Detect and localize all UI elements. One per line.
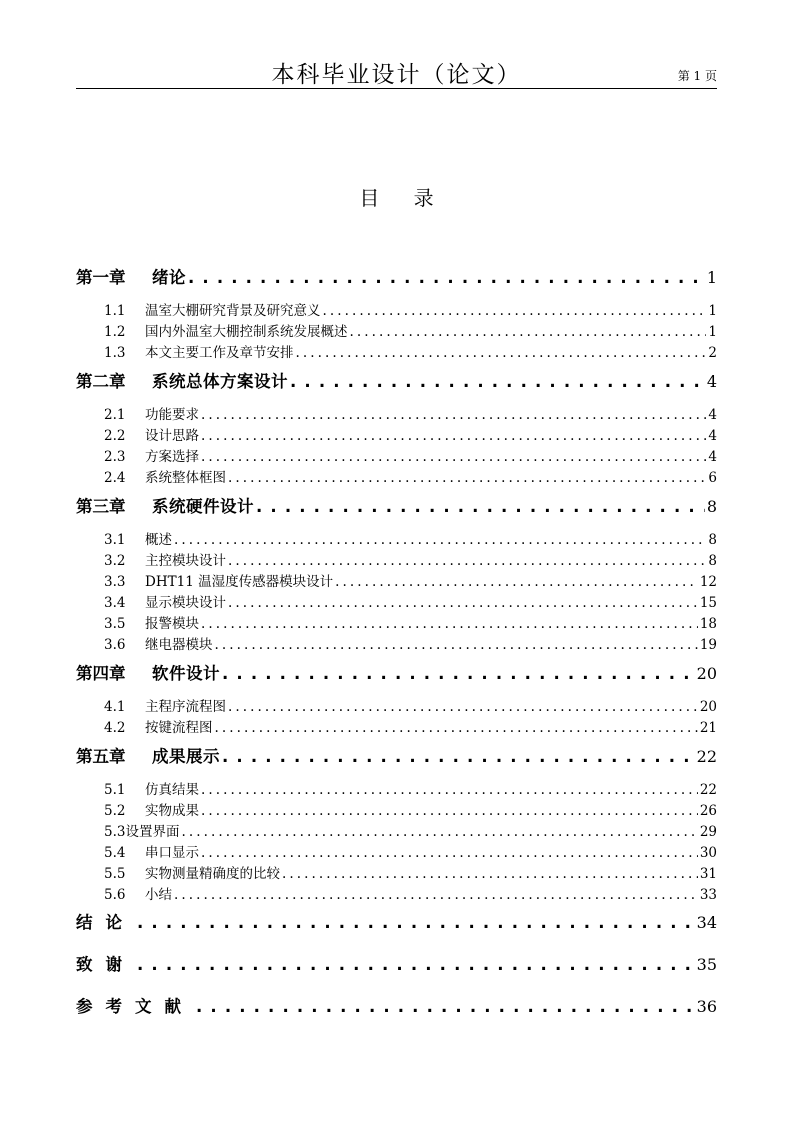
toc-entry-label: 功能要求 xyxy=(145,407,199,423)
toc-entry-label: 系统整体框图 xyxy=(145,470,226,486)
toc-section-entry[interactable] xyxy=(104,820,717,840)
toc-section-entry[interactable] xyxy=(104,403,717,423)
toc-section-entry[interactable] xyxy=(104,341,717,361)
toc-section-entry[interactable] xyxy=(104,799,717,819)
toc-entry-page: 1 xyxy=(706,268,717,287)
toc-entry-number: 2.4 xyxy=(104,470,126,486)
toc-dot-leader xyxy=(228,595,698,611)
toc-entry-page: 8 xyxy=(706,497,717,516)
toc-section-entry[interactable] xyxy=(104,778,717,798)
toc-section-entry[interactable] xyxy=(104,424,717,444)
toc-entry-page: 1 xyxy=(708,324,717,340)
toc-entry-page: 20 xyxy=(696,664,717,683)
toc-entry-label: DHT11 温湿度传感器模块设计 xyxy=(145,574,334,590)
toc-dot-leader xyxy=(290,372,705,391)
toc-entry-label: 设置界面 xyxy=(125,824,180,840)
toc-dot-leader xyxy=(137,913,695,932)
toc-chapter-entry[interactable] xyxy=(76,743,717,771)
toc-chapter-entry[interactable] xyxy=(76,909,717,937)
toc-dot-leader xyxy=(174,887,698,903)
toc-entry-label: 继电器模块 xyxy=(145,637,213,653)
toc-entry-number: 2.1 xyxy=(104,407,126,423)
toc-entry-number: 4.2 xyxy=(104,720,126,736)
toc-dot-leader xyxy=(201,407,706,423)
toc-entry-label: 国内外温室大棚控制系统发展概述 xyxy=(145,324,348,340)
toc-entry-page: 26 xyxy=(699,803,717,819)
toc-dot-leader xyxy=(323,303,707,319)
toc-entry-page: 29 xyxy=(699,824,717,840)
toc-entry-page: 4 xyxy=(708,428,717,444)
toc-dot-leader xyxy=(222,747,695,766)
toc-entry-label: 报警模块 xyxy=(145,616,199,632)
toc-section-entry[interactable] xyxy=(104,695,717,715)
toc-entry-label: 结论 xyxy=(76,913,135,932)
toc-entry-number: 4.1 xyxy=(104,699,126,715)
toc-entry-page: 2 xyxy=(708,345,717,361)
toc-dot-leader xyxy=(181,824,697,840)
toc-entry-label: 成果展示 xyxy=(152,747,220,766)
toc-dot-leader xyxy=(335,574,698,590)
toc-entry-label: 串口显示 xyxy=(145,845,199,861)
header-divider xyxy=(76,88,717,89)
toc-section-entry[interactable] xyxy=(104,716,717,736)
toc-entry-number: 3.3 xyxy=(104,574,126,590)
toc-entry-label: 按键流程图 xyxy=(145,720,213,736)
toc-entry-number: 第五章 xyxy=(76,747,126,766)
toc-entry-page: 31 xyxy=(699,866,717,882)
toc-entry-number: 3.5 xyxy=(104,616,126,632)
toc-entry-label: 概述 xyxy=(145,532,172,548)
toc-entry-number: 3.2 xyxy=(104,553,126,569)
toc-entry-number: 2.2 xyxy=(104,428,126,444)
toc-entry-number: 3.6 xyxy=(104,637,126,653)
toc-entry-page: 1 xyxy=(708,303,717,319)
toc-section-entry[interactable] xyxy=(104,591,717,611)
toc-dot-leader xyxy=(222,664,695,683)
toc-section-entry[interactable] xyxy=(104,570,717,590)
toc-entry-page: 12 xyxy=(699,574,717,590)
toc-entry-page: 4 xyxy=(708,407,717,423)
toc-entry-number: 5.4 xyxy=(104,845,126,861)
toc-entry-number: 3.1 xyxy=(104,532,126,548)
toc-entry-number: 3.4 xyxy=(104,595,126,611)
toc-entry-number: 1.1 xyxy=(104,303,126,319)
toc-section-entry[interactable] xyxy=(104,445,717,465)
toc-section-entry[interactable] xyxy=(104,299,717,319)
toc-entry-label: 系统总体方案设计 xyxy=(152,372,288,391)
toc-entry-number: 1.3 xyxy=(104,345,126,361)
toc-entry-page: 8 xyxy=(708,553,717,569)
toc-entry-number: 第三章 xyxy=(76,497,126,516)
toc-dot-leader xyxy=(228,699,698,715)
toc-entry-label: 方案选择 xyxy=(145,449,199,465)
toc-section-entry[interactable] xyxy=(104,466,717,486)
toc-section-entry[interactable] xyxy=(104,633,717,653)
toc-entry-label: 设计思路 xyxy=(145,428,199,444)
toc-entry-label: 参考文献 xyxy=(76,997,194,1016)
toc-chapter-entry[interactable] xyxy=(76,660,717,688)
page-header-title: 本科毕业设计（论文） xyxy=(271,62,522,88)
toc-entry-label: 致谢 xyxy=(76,955,135,974)
toc-entry-number: 5.6 xyxy=(104,887,126,903)
toc-dot-leader xyxy=(188,268,705,287)
toc-dot-leader xyxy=(137,955,695,974)
toc-dot-leader xyxy=(201,616,698,632)
toc-dot-leader xyxy=(228,470,706,486)
toc-dot-leader xyxy=(201,782,698,798)
toc-entry-number: 第四章 xyxy=(76,664,126,683)
toc-entry-label: 系统硬件设计 xyxy=(152,497,254,516)
toc-entry-number: 第一章 xyxy=(76,268,126,287)
toc-entry-page: 20 xyxy=(699,699,717,715)
toc-entry-page: 4 xyxy=(708,449,717,465)
toc-dot-leader xyxy=(201,845,698,861)
toc-entry-label: 主控模块设计 xyxy=(145,553,226,569)
toc-section-entry[interactable] xyxy=(104,612,717,632)
toc-entry-label: 主程序流程图 xyxy=(145,699,226,715)
toc-chapter-entry[interactable] xyxy=(76,368,717,396)
toc-entry-label: 实物测量精确度的比较 xyxy=(145,866,280,882)
toc-entry-page: 15 xyxy=(699,595,717,611)
toc-entry-page: 4 xyxy=(706,372,717,391)
toc-entry-label: 仿真结果 xyxy=(145,782,199,798)
toc-dot-leader xyxy=(350,324,707,340)
toc-entry-label: 温室大棚研究背景及研究意义 xyxy=(145,303,321,319)
toc-dot-leader xyxy=(196,997,695,1016)
toc-entry-page: 34 xyxy=(696,913,717,932)
toc-entry-label: 实物成果 xyxy=(145,803,199,819)
toc-entry-page: 8 xyxy=(708,532,717,548)
toc-entry-label: 绪论 xyxy=(152,268,186,287)
toc-dot-leader xyxy=(201,449,706,465)
toc-entry-page: 21 xyxy=(699,720,717,736)
toc-entry-number: 5.5 xyxy=(104,866,126,882)
toc-entry-number: 5.3 xyxy=(104,824,126,840)
toc-entry-page: 33 xyxy=(699,887,717,903)
toc-section-entry[interactable] xyxy=(104,841,717,861)
toc-entry-label: 软件设计 xyxy=(152,664,220,683)
toc-chapter-entry[interactable] xyxy=(76,493,717,521)
toc-dot-leader xyxy=(215,720,698,736)
toc-entry-label: 显示模块设计 xyxy=(145,595,226,611)
toc-dot-leader xyxy=(201,428,706,444)
toc-entry-page: 18 xyxy=(699,616,717,632)
toc-entry-page: 35 xyxy=(696,955,717,974)
toc-section-entry[interactable] xyxy=(104,862,717,882)
toc-entry-number: 1.2 xyxy=(104,324,126,340)
toc-chapter-entry[interactable] xyxy=(76,264,717,292)
toc-entry-number: 5.2 xyxy=(104,803,126,819)
toc-entry-page: 6 xyxy=(708,470,717,486)
toc-chapter-entry[interactable] xyxy=(76,951,717,979)
toc-entry-label: 本文主要工作及章节安排 xyxy=(145,345,294,361)
toc-dot-leader xyxy=(282,866,698,882)
toc-dot-leader xyxy=(201,803,698,819)
toc-entry-page: 36 xyxy=(696,997,717,1016)
toc-dot-leader xyxy=(296,345,707,361)
toc-title: 目 录 xyxy=(359,186,448,210)
toc-entry-page: 22 xyxy=(699,782,717,798)
page-number-label: 第 1 页 xyxy=(677,69,717,83)
toc-section-entry[interactable] xyxy=(104,549,717,569)
toc-chapter-entry[interactable] xyxy=(76,993,717,1021)
toc-dot-leader xyxy=(228,553,706,569)
toc-dot-leader xyxy=(256,497,705,516)
toc-entry-number: 第二章 xyxy=(76,372,126,391)
toc-section-entry[interactable] xyxy=(104,528,717,548)
toc-entry-page: 22 xyxy=(696,747,717,766)
toc-entry-number: 2.3 xyxy=(104,449,126,465)
toc-dot-leader xyxy=(174,532,706,548)
toc-entry-page: 19 xyxy=(699,637,717,653)
toc-section-entry[interactable] xyxy=(104,883,717,903)
toc-entry-page: 30 xyxy=(699,845,717,861)
toc-entry-number: 5.1 xyxy=(104,782,126,798)
toc-section-entry[interactable] xyxy=(104,320,717,340)
toc-entry-label: 小结 xyxy=(145,887,172,903)
toc-dot-leader xyxy=(215,637,698,653)
